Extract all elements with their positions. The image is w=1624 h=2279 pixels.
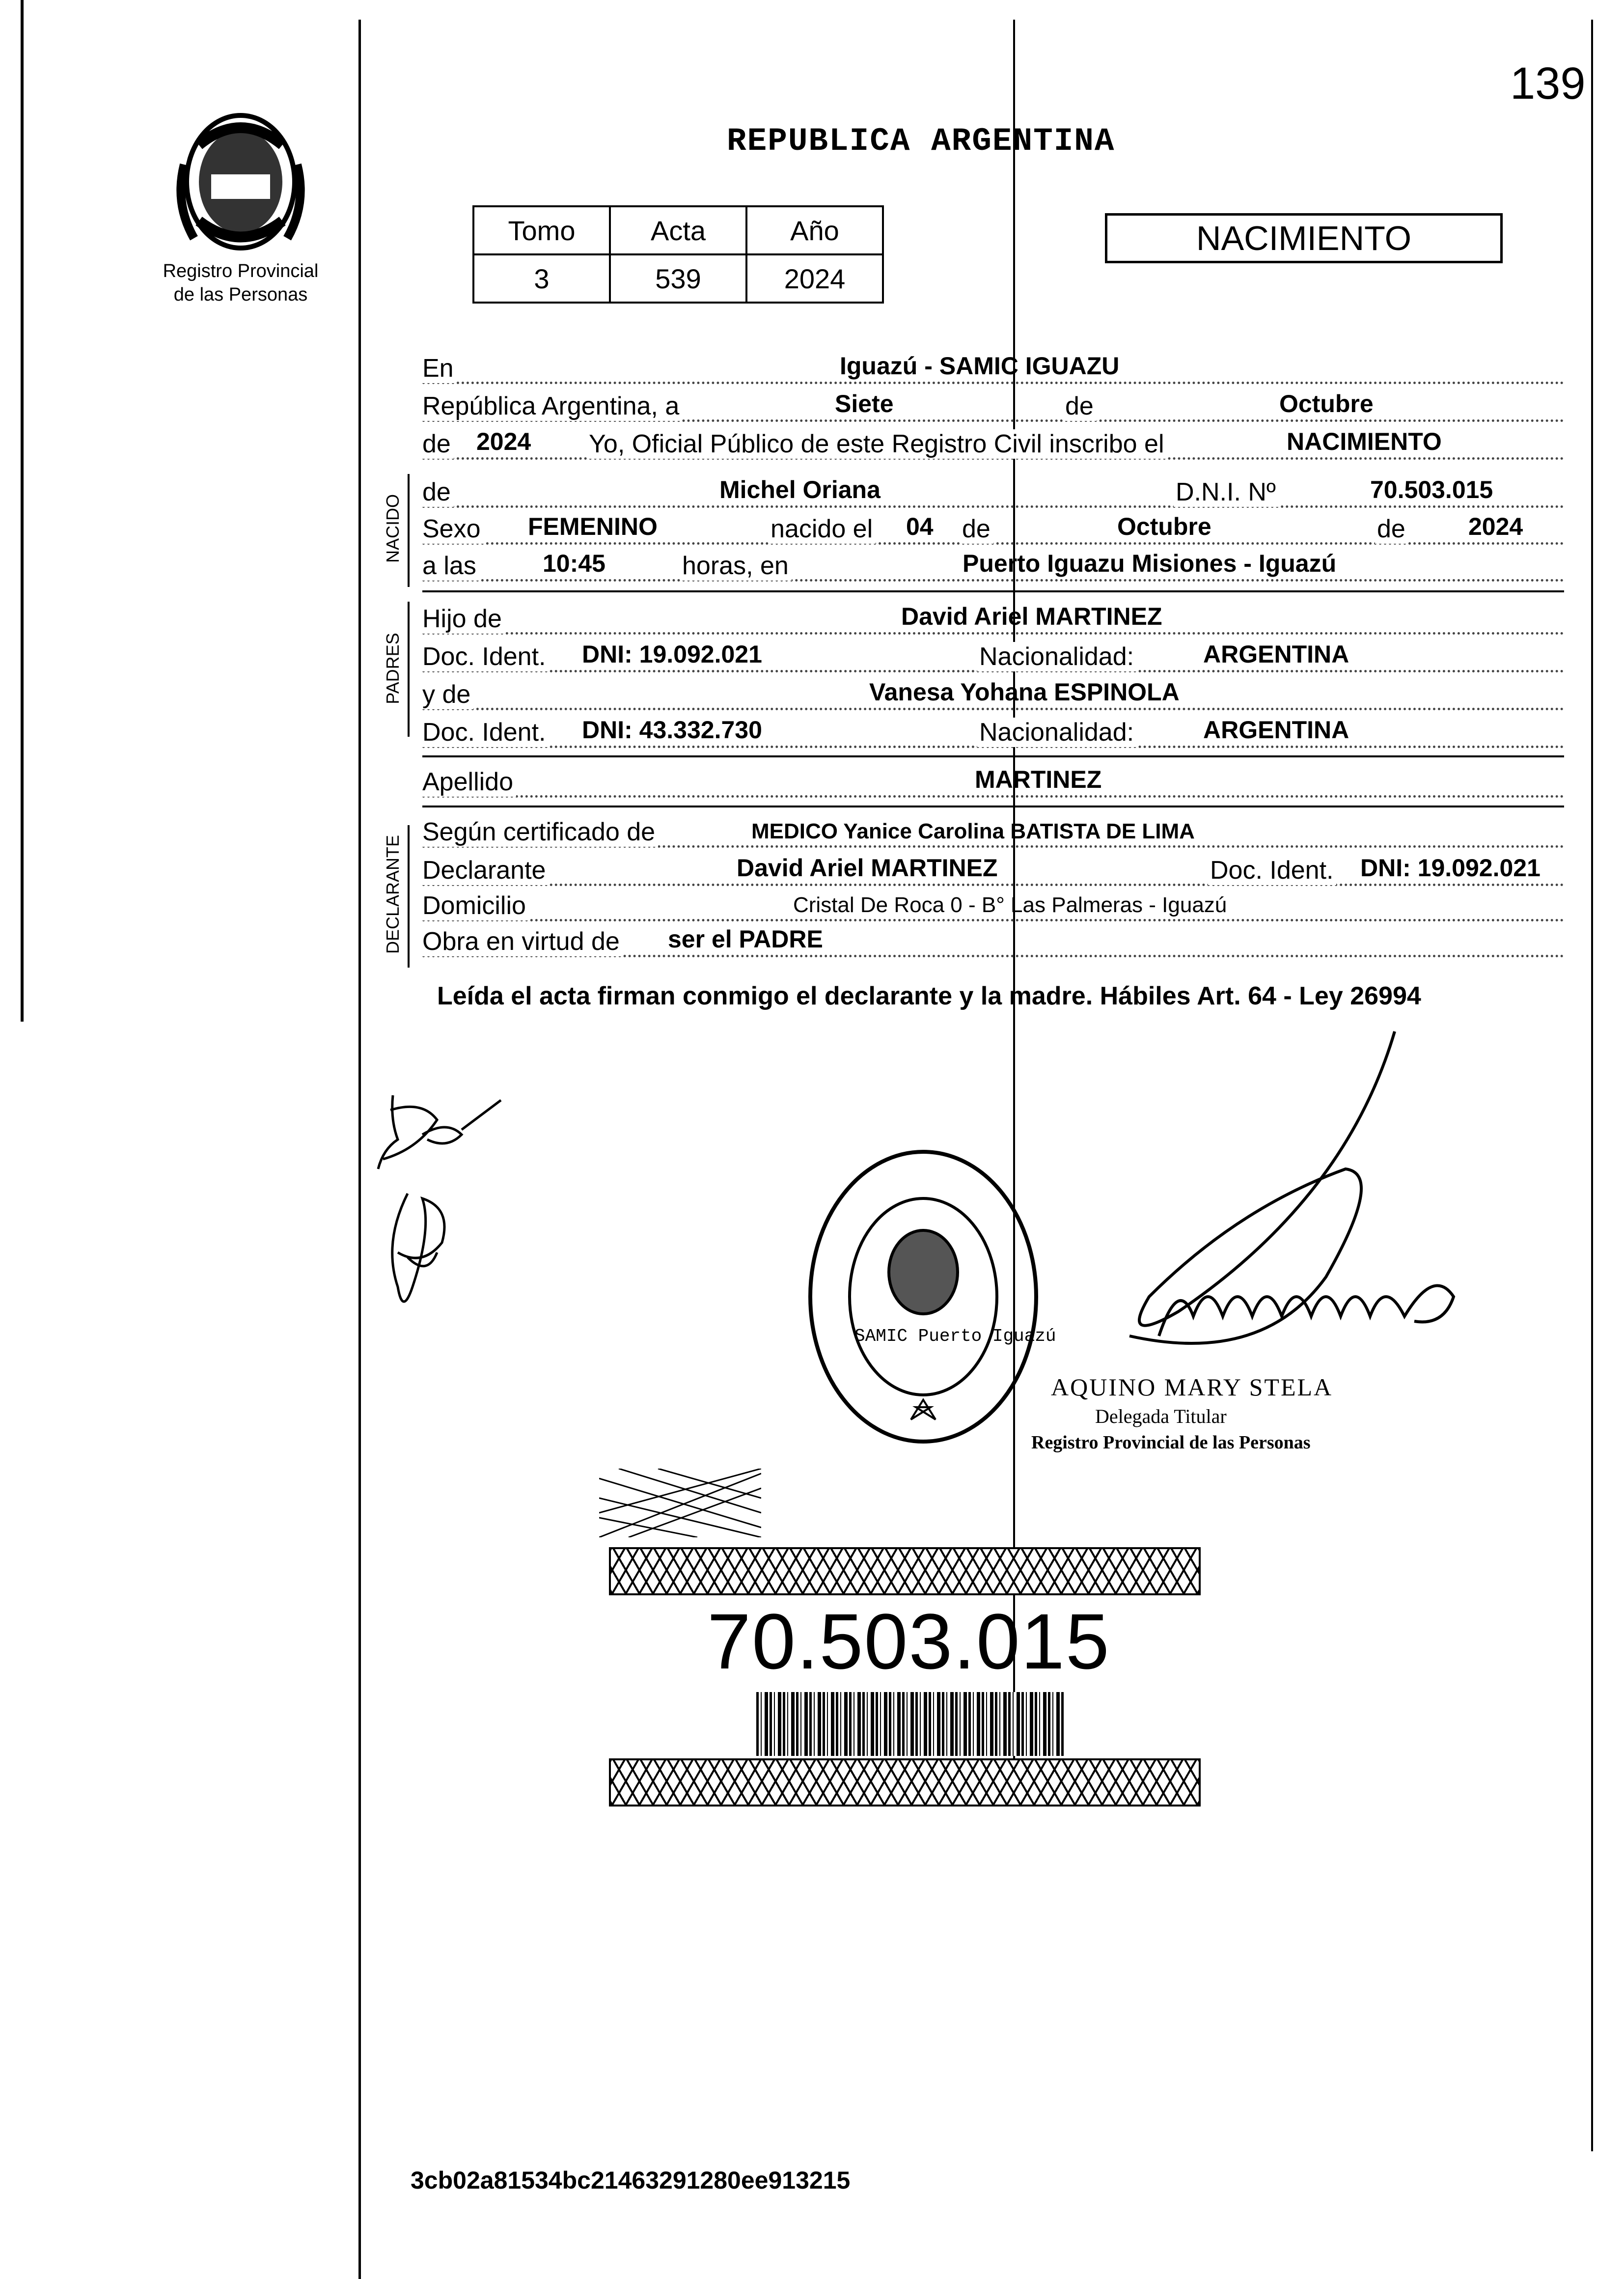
tomo-value: 3 <box>473 254 610 303</box>
row-apellido: Apellido MARTINEZ <box>422 766 1564 801</box>
row-mother-doc: Doc. Ident. DNI: 43.332.730 Nacionalidad: ARGENTINA <box>422 717 1564 751</box>
birth-month: Octubre <box>1117 513 1211 540</box>
row-mother: y de Vanesa Yohana ESPINOLA <box>422 679 1564 713</box>
row-domicilio: Domicilio Cristal De Roca 0 - B° Las Palmeras - Iguazú <box>422 890 1564 924</box>
section-nacido-label: NACIDO <box>383 494 403 563</box>
certificate-value: MEDICO Yanice Carolina BATISTA DE LIMA <box>751 819 1195 843</box>
child-sex: FEMENINO <box>528 513 658 540</box>
anio-header: Año <box>746 206 883 254</box>
tomo-acta-anio-table <box>472 205 884 304</box>
father-name: David Ariel MARTINEZ <box>901 603 1162 630</box>
child-dni: 70.503.015 <box>1370 476 1493 503</box>
official-stamp <box>803 1144 1044 1449</box>
row-en: En Iguazú - SAMIC IGUAZU <box>422 353 1564 387</box>
separator-line <box>422 755 1564 757</box>
birth-year: 2024 <box>1468 513 1523 540</box>
registry-logo <box>165 106 317 258</box>
mother-doc: DNI: 43.332.730 <box>582 716 762 744</box>
surname-value: MARTINEZ <box>975 766 1102 793</box>
declarant-name: David Ariel MARTINEZ <box>737 854 998 882</box>
father-doc: DNI: 19.092.021 <box>582 640 762 668</box>
stamp-inner-text: SAMIC Puerto Iguazú <box>854 1326 1056 1346</box>
official-signature-icon <box>1031 1022 1473 1375</box>
acta-value: 539 <box>610 254 746 303</box>
closing-note: Leída el acta firman conmigo el declarante y la madre. Hábiles Art. 64 - Ley 26994 <box>437 982 1421 1010</box>
anio-value: 2024 <box>746 254 883 303</box>
row-nacido-name: de Michel Oriana D.N.I. Nº 70.503.015 <box>422 476 1564 511</box>
section-padres-label: PADRES <box>383 633 403 704</box>
document-number: 70.503.015 <box>707 1597 1110 1685</box>
separator-line <box>422 590 1564 592</box>
en-value: Iguazú - SAMIC IGUAZU <box>840 352 1120 380</box>
delegate-role: Delegada Titular <box>1095 1405 1227 1427</box>
year-value: 2024 <box>476 428 531 455</box>
mother-name: Vanesa Yohana ESPINOLA <box>869 678 1180 706</box>
obra-value: ser el PADRE <box>668 925 823 953</box>
registry-caption: Registro Provincial de las Personas <box>163 261 319 305</box>
birth-place: Puerto Iguazu Misiones - Iguazú <box>963 550 1337 577</box>
security-pattern-top <box>609 1547 1201 1595</box>
declarant-doc: DNI: 19.092.021 <box>1360 854 1541 882</box>
center-fold-line <box>1013 20 1015 1758</box>
page-number: 139 <box>1510 58 1586 109</box>
delegate-name: AQUINO MARY STELA <box>1051 1373 1333 1401</box>
address-value: Cristal De Roca 0 - B° Las Palmeras - Iguazú <box>793 893 1227 917</box>
row-obra: Obra en virtud de ser el PADRE <box>422 926 1564 960</box>
row-declarante: Declarante David Ariel MARTINEZ Doc. Ident. DNI: 19.092.021 <box>422 855 1564 889</box>
binding-line <box>358 20 361 2279</box>
section-declarante-label: DECLARANTE <box>383 834 403 954</box>
birth-day: 04 <box>906 513 934 540</box>
security-watermark-icon <box>599 1469 761 1537</box>
father-nationality: ARGENTINA <box>1203 640 1349 668</box>
initials-signature-icon <box>363 1081 511 1356</box>
separator-line <box>422 806 1564 807</box>
mother-nationality: ARGENTINA <box>1203 716 1349 744</box>
left-margin-rule <box>21 0 24 1022</box>
verification-hash: 3cb02a81534bc21463291280ee913215 <box>411 2167 851 2194</box>
row-nacido-hora: a las 10:45 horas, en Puerto Iguazu Misiones - Iguazú <box>422 550 1564 584</box>
row-certificado: Según certificado de MEDICO Yanice Carolina BATISTA DE LIMA <box>422 816 1564 851</box>
row-father: Hijo de David Ariel MARTINEZ <box>422 603 1564 638</box>
act-type-box: NACIMIENTO <box>1105 213 1503 263</box>
table-header-row <box>473 206 883 254</box>
delegate-office: Registro Provincial de las Personas <box>1031 1432 1311 1453</box>
tomo-header: Tomo <box>473 206 610 254</box>
security-pattern-bottom <box>609 1758 1201 1807</box>
acta-header: Acta <box>610 206 746 254</box>
right-margin-line <box>1591 20 1593 2151</box>
birth-time: 10:45 <box>543 550 606 577</box>
day-value: Siete <box>835 390 894 417</box>
row-year: de 2024 Yo, Oficial Público de este Registro Civil inscribo el NACIMIENTO <box>422 428 1564 463</box>
inscribo-value: NACIMIENTO <box>1287 428 1442 455</box>
child-name: Michel Oriana <box>719 476 881 503</box>
page-title: REPUBLICA ARGENTINA <box>727 123 1115 160</box>
month-value: Octubre <box>1279 390 1374 417</box>
table-value-row <box>473 254 883 303</box>
row-father-doc: Doc. Ident. DNI: 19.092.021 Nacionalidad: ARGENTINA <box>422 641 1564 675</box>
row-nacido-sexo: Sexo FEMENINO nacido el 04 de Octubre de 2024 <box>422 513 1564 548</box>
barcode-icon <box>756 1692 1066 1756</box>
row-date: República Argentina, a Siete de Octubre <box>422 390 1564 425</box>
